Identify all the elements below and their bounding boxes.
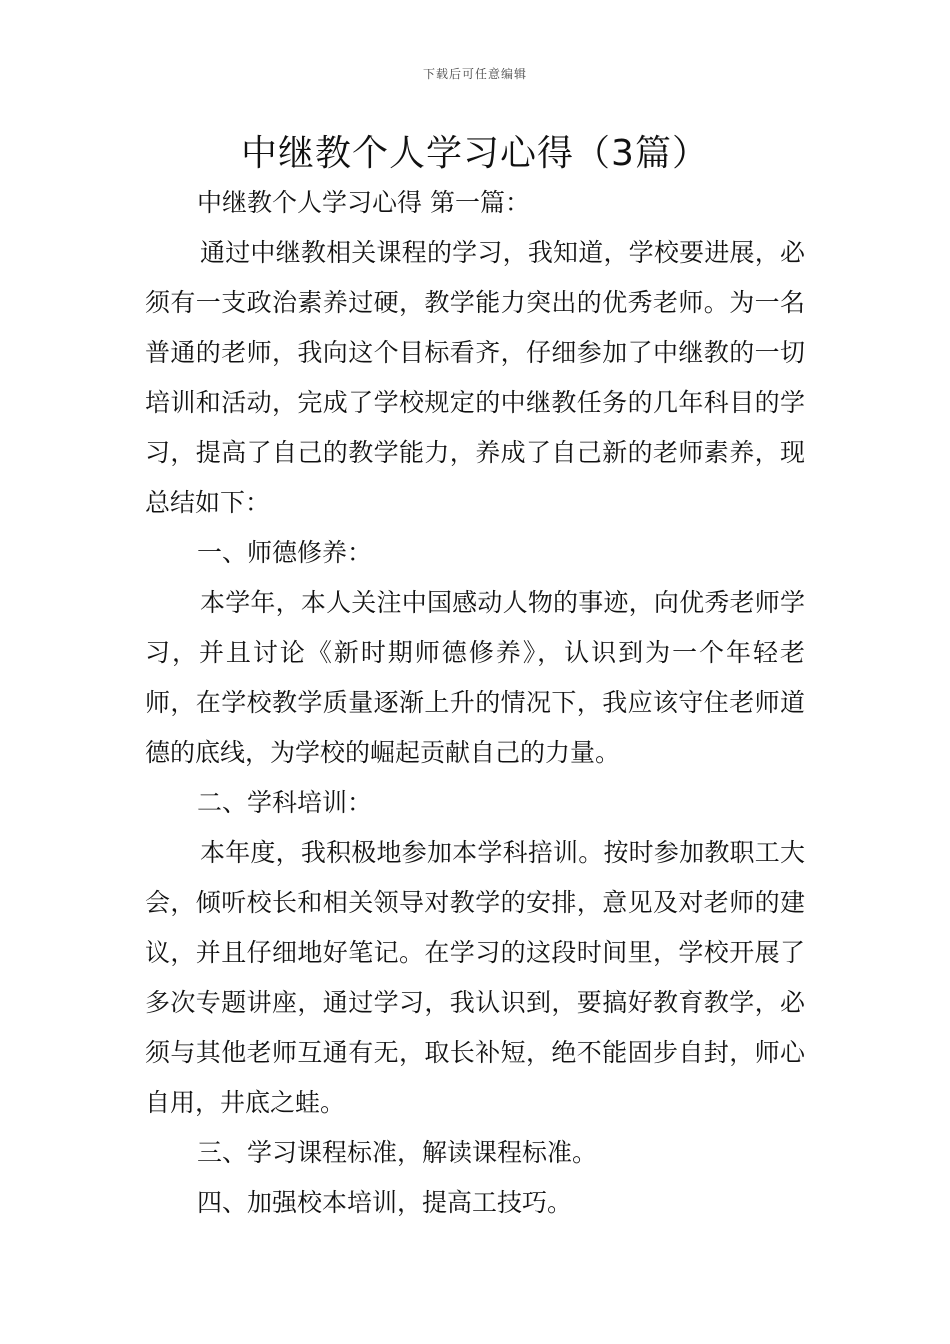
section-heading: 中继教个人学习心得 第一篇：: [197, 188, 530, 217]
document-body: [145, 178, 805, 1228]
section-heading: 四、加强校本培训，提高工技巧。: [197, 1188, 573, 1217]
body-paragraph: 通过中继教相关课程的学习，我知道，学校要进展，必须有一支政治素养过硬，教学能力突出的优秀老师。为一名普通的老师，我向这个目标看齐，仔细参加了中继教的一切培训和活动，完成了学校规定的中继教任务的几年科目的学习，提高了自己的教学能力，养成了自己新的老师素养，现总结如下：: [145, 238, 805, 517]
header-note: 下载后可任意编辑: [422, 67, 527, 81]
section-heading: 三、学习课程标准，解读课程标准。: [197, 1138, 598, 1167]
body-paragraph: 本学年，本人关注中国感动人物的事迹，向优秀老师学习，并且讨论《新时期师德修养》，认识到为一个年轻老师，在学校教学质量逐渐上升的情况下，我应该守住老师道德的底线，为学校的崛起贡献自己的力量。: [145, 588, 805, 767]
section-heading: 一、师德修养：: [197, 538, 373, 567]
document-title: 中继教个人学习心得（3篇）: [241, 133, 709, 174]
body-paragraph: 本年度，我积极地参加本学科掊训。按时参加教职工大会，倾听校长和相关领导对教学的安排，意见及对老师的建议，并且仔细地好笔记。在学习的这段时间里，学校开展了多次专题讲座，通过学习，我认识到，要搞好教育教学，必须与其他老师互通有无，取长补短，绝不能固步自封，师心自用，井底之蛙。: [145, 838, 805, 1117]
section-heading: 二、学科培训：: [197, 788, 373, 817]
